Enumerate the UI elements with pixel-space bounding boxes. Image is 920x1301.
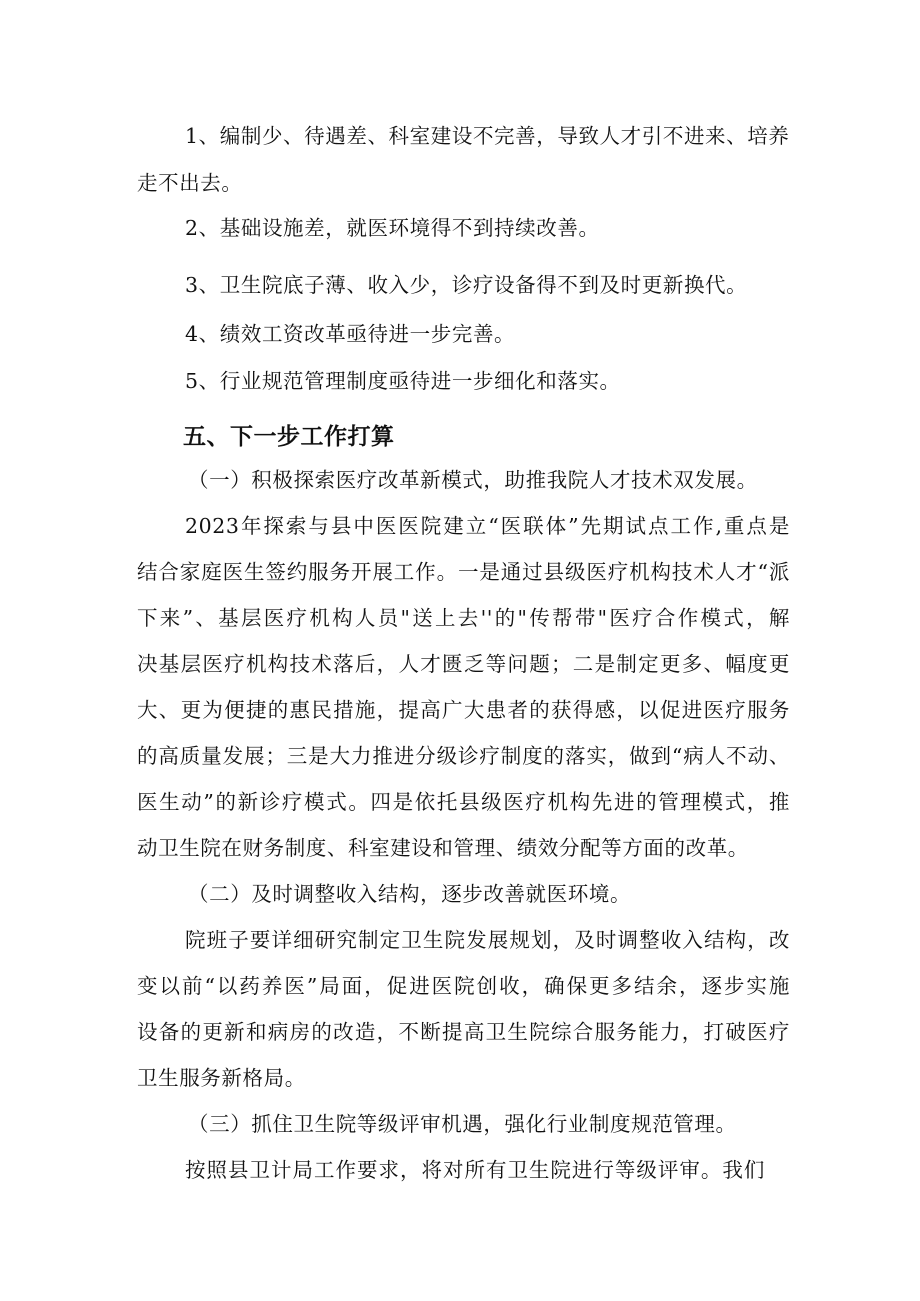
subsection-1-title: （一）积极探索医疗改革新模式，助推我院人才技术双发展。: [188, 468, 758, 492]
problem-item-5: 5、行业规范管理制度亟待进一步细化和落实。: [185, 369, 621, 393]
subsection-2-title: （二）及时调整收入结构，逐步改善就医环境。: [188, 882, 632, 906]
paragraph-1-line: 大、更为便捷的惠民措施，提高广大患者的获得感，以促进医疗服务: [137, 698, 790, 722]
problem-item-3: 3、卫生院底子薄、收入少，诊疗设备得不到及时更新换代。: [185, 273, 748, 297]
subsection-3-title: （三）抓住卫生院等级评审机遇，强化行业制度规范管理。: [188, 1112, 737, 1136]
paragraph-1-line: 决基层医疗机构技术落后，人才匮乏等问题；二是制定更多、幅度更: [137, 652, 790, 676]
paragraph-2-line: 卫生服务新格局。: [137, 1066, 306, 1090]
paragraph-3-line: 按照县卫计局工作要求，将对所有卫生院进行等级评审。我们: [185, 1158, 765, 1182]
section-heading: 五、下一步工作打算: [183, 424, 395, 450]
problem-item-2: 2、基础设施差，就医环境得不到持续改善。: [185, 216, 600, 240]
paragraph-1-line: 动卫生院在财务制度、科室建设和管理、绩效分配等方面的改革。: [137, 836, 749, 860]
paragraph-1-line: 的高质量发展；三是大力推进分级诊疗制度的落实，做到“病人不动、: [137, 744, 790, 768]
paragraph-1-line: 2023年探索与县中医医院建立“医联体”先期试点工作,重点是: [185, 514, 790, 538]
paragraph-1-line: 下来”、基层医疗机构人员"送上去''的"传帮带"医疗合作模式，解: [137, 606, 790, 630]
paragraph-2-line: 设备的更新和病房的改造，不断提高卫生院综合服务能力，打破医疗: [137, 1020, 790, 1044]
paragraph-2-line: 变以前“以药养医”局面，促进医院创收，确保更多结余，逐步实施: [137, 974, 790, 998]
paragraph-1-line: 医生动”的新诊疗模式。四是依托县级医疗机构先进的管理模式，推: [137, 790, 790, 814]
paragraph-1-line: 结合家庭医生签约服务开展工作。一是通过县级医疗机构技术人才“派: [137, 560, 790, 584]
paragraph-2-line: 院班子要详细研究制定卫生院发展规划，及时调整收入结构，改: [185, 928, 790, 952]
problem-item-4: 4、绩效工资改革亟待进一步完善。: [185, 322, 516, 346]
problem-item-1-line-1: 1、编制少、待遇差、科室建设不完善，导致人才引不进来、培养: [185, 124, 790, 148]
problem-item-1-line-2: 走不出去。: [137, 171, 243, 195]
